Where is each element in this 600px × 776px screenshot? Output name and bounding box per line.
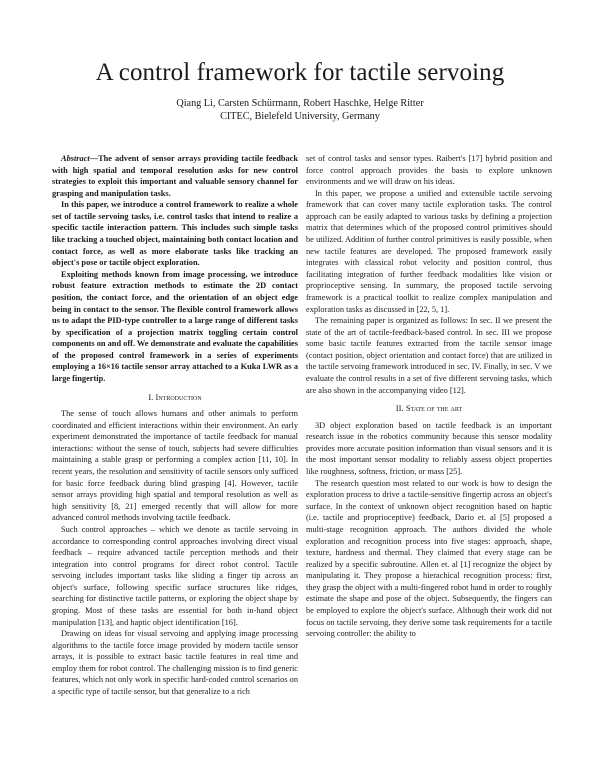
abstract-paragraph: Exploiting methods known from image processing, we introduce robust feature extraction methods to estimate the 2D contact position, the contact force, and the orientation of an object edge being in contact to the sensor. The flexible control framework allows us to adapt the PID-type controller to a large range of different tasks by specification of a projection matrix toggling certain control components on and off. We demonstrate and evaluate the capabilities of the proposed control framework in a series of experiments employing a 16×16 tactile sensor array attached to a Kuka LWR as a large fingertip. xyxy=(52,269,298,383)
body-paragraph: The research question most related to our work is how to design the exploration process to drive a tactile-sensitive fingertip across an object's surface. In the context of unknown object recognition based on haptic (i.e. tactile and proprioceptive) feedback, Dario et. al [5] proposed a multi-stage recognition approach. The authors divided the whole exploration and recognition process into five stages: approach, shape, texture, hardness and thermal. They claimed that every stage can be realized by a specific subroutine. Allen et. al [1] recognize the object by manipulating it. They propose a hierachical recognition process: first, they grasp the object with a multi-fingered robot hand in order to roughly estimate the shape and pose of the object. Subsequently, the fingers can be employed to explore the object's surface. Although their work did not focus on tactile servoing, they derive some task requirements for a tactile servoing controller: the ability to xyxy=(306,478,552,639)
abstract xyxy=(52,153,298,385)
body-paragraph: set of control tasks and sensor types. Raibert's [17] hybrid position and force control approach provides the basis to explore unknown environments and we will draw on his ideas. xyxy=(306,154,552,187)
body-paragraph: The remaining paper is organized as follows: In sec. II we present the state of the art of tactile-feedback-based control. In sec. III we propose some basic tactile features extracted from the tactile sensor image (contact position, object orientation and contact force) that are utilized in the tactile servoing framework introduced in sec. IV. Finally, in sec. V we evaluate the control results in a set of five different servoing tasks, which are also shown in the accompanying video [12]. xyxy=(306,316,552,395)
left-column xyxy=(52,153,298,698)
abstract-paragraph: Abstract—The advent of sensor arrays providing tactile feedback with high spatial and temporal resolution asks for new control strategies to exploit this important and valuable sensory channel for grasping and manipulation tasks. xyxy=(52,154,298,198)
section-heading-state-of-the-art: II. State of the art xyxy=(395,403,463,414)
abstract-paragraph: In this paper, we introduce a control framework to realize a whole set of tactile servoing tasks, i.e. control tasks that intend to realize a specific tactile interaction pattern. This includes such simple tasks like tracking a touched object, maintaining both contact location and contact force, as well as more elaborate tasks like tracking an object's pose or tactile object exploration. xyxy=(52,200,298,268)
right-column xyxy=(306,153,552,640)
body-paragraph: The sense of touch allows humans and other animals to perform coordinated and efficient interactions within their environment. An early experiment demonstrated the importance of tactile feedback for manual interactions: without the sense of touch, subjects had severe difficulties maintaining a stable grasp or performing a complex action [11, 10]. In recent years, the resolution and sensitivity of tactile sensors only sufficed for basic force feedback during blind grasping [4]. However, tactile sensor arrays providing high spatial and temporal resolution as well as high sensitivity [8, 21] emerged recently that will allow for more advanced control methods involving tactile feedback. xyxy=(52,409,298,523)
paper-affiliation: CITEC, Bielefeld University, Germany xyxy=(220,111,380,122)
body-paragraph: Such control approaches – which we denote as tactile servoing in accordance to corresponding control approaches involving direct visual feedback – require advanced tactile perception methods and their integration into control programs for direct robot control. Tactile servoing includes important tasks like sliding a finger tip across an object's surface, following specific surface structures like ridges, searching for distinctive tactile patterns, or exploring the object shape by groping. Most of these tasks are essential for both in-hand object manipulation [13], and haptic object identification [16]. xyxy=(52,524,298,627)
section-heading-introduction: I. Introduction xyxy=(148,391,202,402)
body-paragraph: Drawing on ideas for visual servoing and applying image processing algorithms to the tactile force image provided by modern tactile sensor arrays, it is possible to extract basic tactile features in real time and employ them for robot control. The challenging mission is to find generic features, which not only work in specific hard-coded control scenarios on a specific type of tactile sensor, but that generalize to a rich xyxy=(52,629,298,697)
paper-authors: Qiang Li, Carsten Schürmann, Robert Haschke, Helge Ritter xyxy=(176,98,424,109)
body-paragraph: 3D object exploration based on tactile feedback is an important research issue in the robotics community because this sensor modality provides more accurate position information than visual sensors and it is the most important sensor modality to reliably assess object properties like roughness, softness, friction, or mass [25]. xyxy=(306,420,552,477)
abstract-label: Abstract xyxy=(61,154,90,163)
body-paragraph: In this paper, we propose a unified and extensible tactile servoing framework that can cover many tactile exploration tasks. The control approach can be easily adapted to various tasks by defining a projection matrix that determines which of the proposed control primitives should be utilized. Addition of further control primitives is easily possible, when new tactile features are developed. The proposed framework easily integrates with classical robot velocity and position control, thus facilitating integration of further feedback modalities like vision or proprioceptive sensing. In summary, the proposed tactile servoing framework is a practical toolkit to realize complex manipulation and exploration tasks as discussed in [22, 5, 1]. xyxy=(306,188,552,314)
paper-title: A control framework for tactile servoing xyxy=(95,59,505,86)
